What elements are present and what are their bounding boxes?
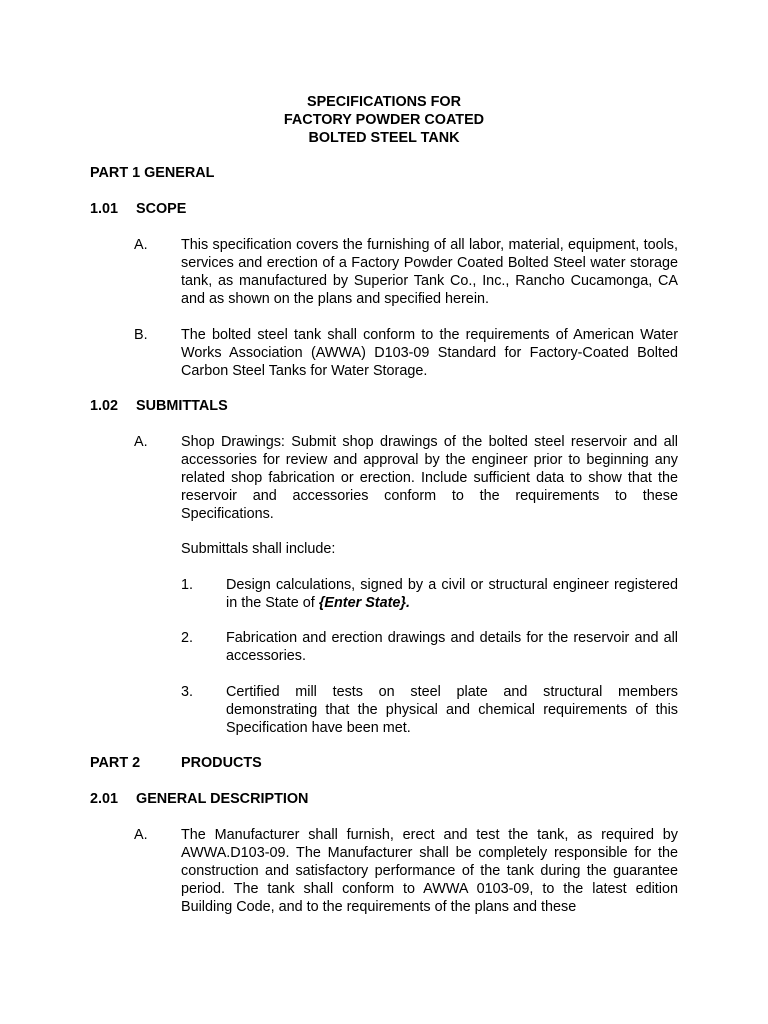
subitem-label: 2. xyxy=(181,630,194,646)
title-line-1: SPECIFICATIONS FOR xyxy=(306,94,462,110)
section-title: GENERAL DESCRIPTION xyxy=(136,791,309,807)
part1-heading: PART 1 GENERAL xyxy=(90,165,215,181)
item-label: B. xyxy=(134,327,148,343)
item-label: A. xyxy=(134,827,148,843)
subitem-text-body: Design calculations, signed by a civil or structural engineer registered in the State of xyxy=(226,577,678,611)
item-text: Shop Drawings: Submit shop drawings of the bolted steel reservoir and all accessories for review and approval by the engineer prior to beginning any related shop fabrication or erection. Include sufficient data to show that the reservoir and accessories conform to the requirements to these Specifications. xyxy=(181,434,678,522)
enter-state-placeholder: {Enter State}. xyxy=(318,595,410,611)
item-label: A. xyxy=(134,237,148,253)
subitem-label: 3. xyxy=(181,684,194,700)
section-number: 2.01 xyxy=(90,791,119,807)
item-text: The Manufacturer shall furnish, erect and test the tank, as required by AWWA.D103-09. The Manufacturer shall be completely responsible for the construction and satisfactory performance of the tank during the guarantee period. The tank shall conform to AWWA 0103-09, to the latest edition Building Code, and to the requirements of the plans and these xyxy=(181,827,678,915)
subitem-text xyxy=(226,576,678,612)
part-title: PRODUCTS xyxy=(181,755,262,771)
item-text: The bolted steel tank shall conform to the requirements of American Water Works Association (AWWA) D103-09 Standard for Factory-Coated Bolted Carbon Steel Tanks for Water Storage. xyxy=(181,327,678,379)
subitem-label: 1. xyxy=(181,577,194,593)
document-title xyxy=(0,93,768,147)
section-1-02-heading xyxy=(90,397,228,415)
part2-heading xyxy=(90,754,262,772)
section-title: SUBMITTALS xyxy=(136,398,228,414)
title-line-3: BOLTED STEEL TANK xyxy=(308,130,460,146)
subitem-text: Fabrication and erection drawings and details for the reservoir and all accessories. xyxy=(226,630,678,664)
submittals-intro: Submittals shall include: xyxy=(181,541,336,557)
part-number: PART 2 xyxy=(90,755,141,771)
section-2-01-heading xyxy=(90,790,308,808)
item-text: This specification covers the furnishing of all labor, material, equipment, tools, services and erection of a Factory Powder Coated Bolted Steel water storage tank, as manufactured by Superior Tank Co., Inc., Rancho Cucamonga, CA and as shown on the plans and specified herein. xyxy=(181,237,678,307)
section-number: 1.02 xyxy=(90,398,119,414)
section-title: SCOPE xyxy=(136,201,187,217)
item-label: A. xyxy=(134,434,148,450)
section-number: 1.01 xyxy=(90,201,119,217)
title-line-2: FACTORY POWDER COATED xyxy=(283,112,485,128)
section-1-01-heading xyxy=(90,200,186,218)
subitem-text: Certified mill tests on steel plate and structural members demonstrating that the physical and chemical requirements of this Specification have been met. xyxy=(226,684,678,736)
